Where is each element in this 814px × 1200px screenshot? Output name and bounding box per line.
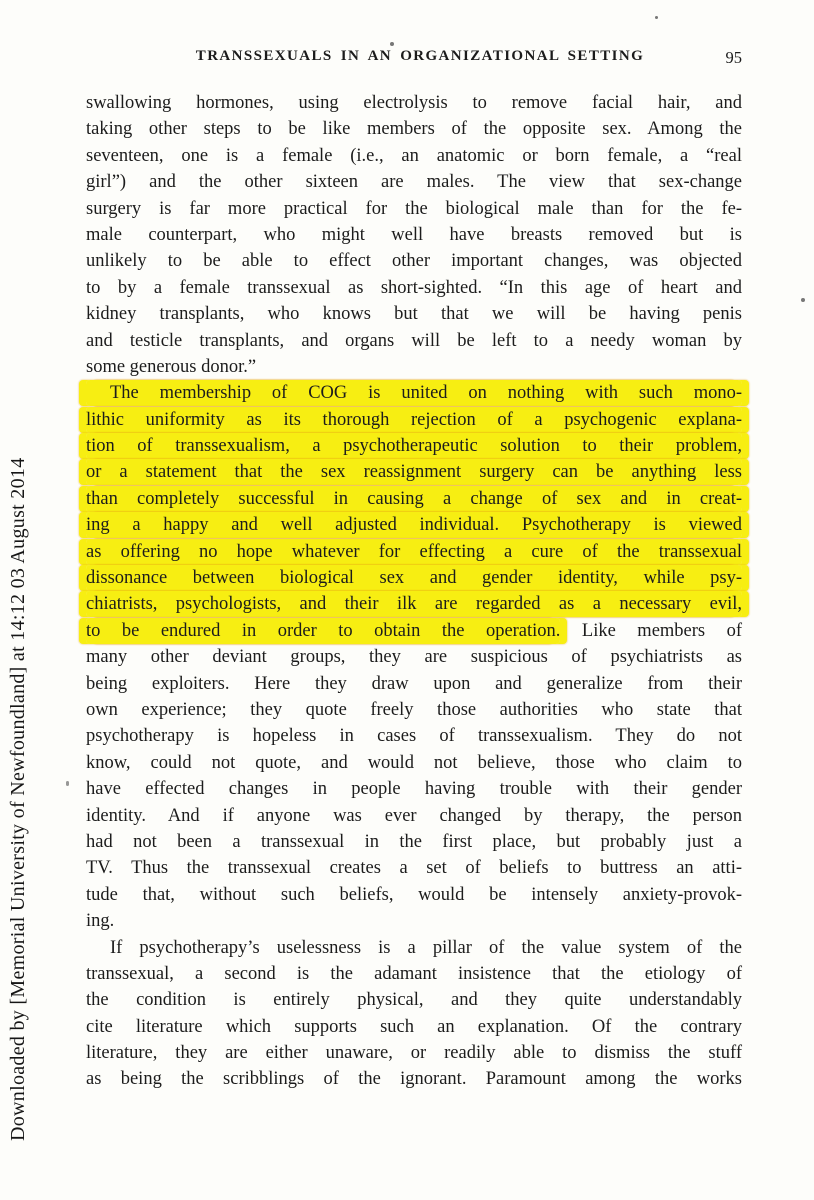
- text-line: [86, 803, 742, 829]
- highlighted-text: than completely successful in causing a change of sex and in creat-: [86, 486, 742, 512]
- highlighted-text: or a statement that the sex reassignment surgery can be anything less: [86, 459, 742, 485]
- text-line: [86, 1066, 742, 1092]
- body-text-segment: taking other steps to be like members of the opposite sex. Among the: [86, 119, 742, 140]
- body-text-segment: seventeen, one is a female (i.e., an anatomic or born female, a “real: [86, 145, 742, 166]
- text-line: [86, 882, 742, 908]
- scan-speck: [66, 781, 69, 786]
- text-line: [86, 776, 742, 802]
- body-text-segment: to by a female transsexual as short-sighted. “In this age of heart and: [86, 277, 742, 298]
- body-text-segment: tude that, without such beliefs, would be intensely anxiety-provok-: [86, 884, 742, 905]
- text-line: [86, 196, 742, 222]
- text-line: [86, 301, 742, 327]
- body-text-segment: unlikely to be able to effect other important changes, was objected: [86, 251, 742, 272]
- scan-speck: [801, 298, 805, 302]
- highlighted-text: ing a happy and well adjusted individual. Psychotherapy is viewed: [86, 512, 742, 538]
- body-text-segment: own experience; they quote freely those authorities who state that: [86, 699, 742, 720]
- text-line: [86, 433, 742, 459]
- highlighted-text: chiatrists, psychologists, and their ilk are regarded as a necessary evil,: [86, 591, 742, 617]
- body-text-segment: kidney transplants, who knows but that we will be having penis: [86, 304, 742, 325]
- text-line: [86, 565, 742, 591]
- body-text-segment: surgery is far more practical for the biological male than for the fe-: [86, 198, 742, 219]
- body-text-segment: being exploiters. Here they draw upon and generalize from their: [86, 673, 742, 694]
- text-line: [86, 935, 742, 961]
- text-line: [86, 644, 742, 670]
- text-line: [86, 222, 742, 248]
- text-line: [86, 539, 742, 565]
- page-number: 95: [725, 48, 742, 67]
- body-text-segment: had not been a transsexual in the first place, but probably just a: [86, 831, 742, 852]
- body-text-segment: know, could not quote, and would not believe, those who claim to: [86, 752, 742, 773]
- text-line: [86, 961, 742, 987]
- text-line: [86, 750, 742, 776]
- text-line: [86, 618, 742, 644]
- text-line: [86, 407, 742, 433]
- text-line: [86, 90, 742, 116]
- body-text-segment: TV. Thus the transsexual creates a set of beliefs to buttress an atti-: [86, 858, 742, 879]
- page-content: [86, 48, 742, 1093]
- page-body: [86, 90, 742, 1093]
- text-line: [86, 591, 742, 617]
- text-line: [86, 855, 742, 881]
- body-text-segment: and testicle transplants, and organs will be left to a needy woman by: [86, 330, 742, 351]
- running-title: TRANSSEXUALS IN AN ORGANIZATIONAL SETTING: [195, 48, 645, 64]
- page-header: [86, 48, 742, 70]
- text-line: [86, 354, 742, 380]
- body-text-segment: some generous donor.”: [86, 356, 257, 377]
- text-line: [86, 987, 742, 1013]
- body-text-segment: cite literature which supports such an explanation. Of the contrary: [86, 1016, 742, 1037]
- highlighted-text: to be endured in order to obtain the operation.: [86, 618, 560, 644]
- text-line: [86, 143, 742, 169]
- highlighted-text: lithic uniformity as its thorough rejection of a psychogenic explana-: [86, 407, 742, 433]
- highlighted-text: dissonance between biological sex and gender identity, while psy-: [86, 565, 742, 591]
- body-text-segment: have effected changes in people having trouble with their gender: [86, 779, 742, 800]
- text-line: [86, 486, 742, 512]
- body-text-segment: psychotherapy is hopeless in cases of transsexualism. They do not: [86, 726, 742, 747]
- text-line: [86, 275, 742, 301]
- text-line: [86, 169, 742, 195]
- highlighted-text: tion of transsexualism, a psychotherapeutic solution to their problem,: [86, 433, 742, 459]
- text-line: [86, 671, 742, 697]
- text-line: [86, 697, 742, 723]
- scan-speck: [390, 42, 394, 46]
- body-text-segment: girl”) and the other sixteen are males. The view that sex-change: [86, 172, 742, 193]
- text-line: [86, 723, 742, 749]
- text-line: [86, 908, 742, 934]
- body-text-segment: many other deviant groups, they are suspicious of psychiatrists as: [86, 647, 742, 668]
- body-text-segment: identity. And if anyone was ever changed by therapy, the person: [86, 805, 742, 826]
- text-line: [86, 512, 742, 538]
- download-watermark: Downloaded by [Memorial University of Newfoundland] at 14:12 03 August 2014: [7, 457, 29, 1141]
- text-line: [86, 459, 742, 485]
- body-text-segment: ing.: [86, 911, 115, 932]
- text-line: [86, 829, 742, 855]
- text-line: [86, 380, 742, 406]
- text-line: [86, 328, 742, 354]
- body-text-segment: transsexual, a second is the adamant insistence that the etiology of: [86, 963, 742, 984]
- text-line: [86, 1014, 742, 1040]
- body-text-segment: as being the scribblings of the ignorant. Paramount among the works: [86, 1069, 742, 1090]
- body-text-segment: male counterpart, who might well have breasts removed but is: [86, 224, 742, 245]
- body-text-segment: literature, they are either unaware, or readily able to dismiss the stuff: [86, 1043, 742, 1064]
- highlighted-text: The membership of COG is united on nothing with such mono-: [86, 380, 742, 406]
- body-text-segment: If psychotherapy’s uselessness is a pillar of the value system of the: [110, 937, 742, 958]
- scan-speck: [655, 16, 658, 19]
- body-text-segment: the condition is entirely physical, and they quite understandably: [86, 990, 742, 1011]
- body-text-segment: Like members of: [560, 620, 743, 641]
- text-line: [86, 1040, 742, 1066]
- body-text-segment: swallowing hormones, using electrolysis to remove facial hair, and: [86, 93, 742, 113]
- text-line: [86, 116, 742, 142]
- text-line: [86, 248, 742, 274]
- highlighted-text: as offering no hope whatever for effecting a cure of the transsexual: [86, 539, 742, 565]
